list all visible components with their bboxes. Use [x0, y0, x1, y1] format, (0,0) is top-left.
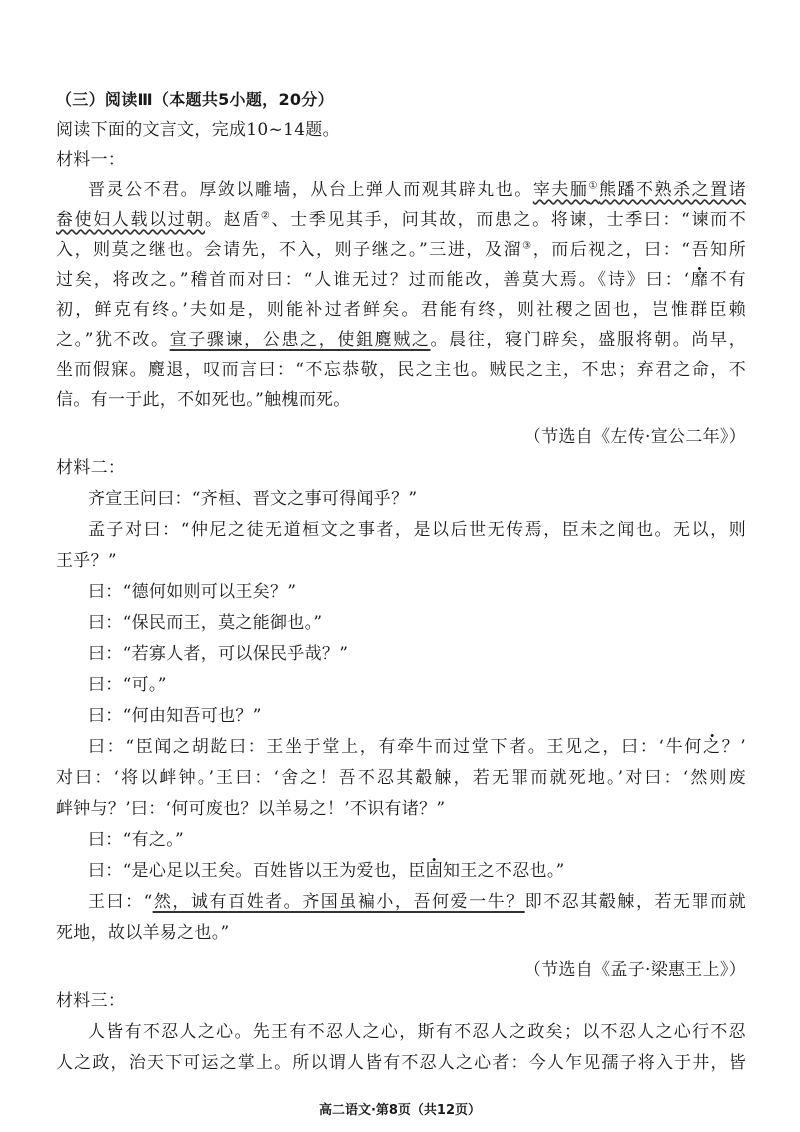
material2-line6: 曰：“若寡人者，可以保民乎哉？”	[88, 644, 349, 664]
material2-line13: 曰：“是心足以王矣。百姓皆以王为爱也，臣固知王之不忍也。”	[88, 861, 565, 881]
material2-label: 材料二：	[56, 458, 126, 478]
material1-line5: 初，鲜克有终。’夫如是，则能补过者鲜矣。君能有终，则社稷之固也，岂惟群臣赖	[56, 300, 746, 320]
material2-line9: 曰：“臣闻之胡龁曰：王坐于堂上，有牵牛而过堂下者。王见之，曰：‘牛何之？’	[88, 737, 746, 757]
material3-line2: 人之政，治天下可运之掌上。所以谓人皆有不忍人之心者：今人乍见孺子将入于井，皆	[56, 1053, 746, 1073]
instruction: 阅读下面的文言文，完成10~14题。	[56, 120, 340, 140]
material2-line8: 曰：“何由知吾可也？”	[88, 706, 262, 726]
material3-label: 材料三：	[56, 991, 126, 1011]
material1-line1: 晋灵公不君。厚敛以雕墙，从台上弹人而观其辟丸也。宰夫胹①熊蹯不熟杀之置诸	[88, 180, 746, 200]
material2-line2: 孟子对曰：“仲尼之徒无道桓文之事者，是以后世无传焉，臣未之闻也。无以，则	[88, 520, 746, 540]
material3-line1: 人皆有不忍人之心。先王有不忍人之心，斯有不忍人之政矣；以不忍人之心行不忍	[88, 1022, 746, 1042]
material2-line14: 王曰：“然，诚有百姓者。齐国虽褊小，吾何爱一牛？即不忍其觳觫，若无罪而就	[88, 892, 746, 912]
material2-line10: 对曰：‘将以衅钟。’王曰：‘舍之！吾不忍其觳觫，若无罪而就死地。’对曰：‘然则废	[56, 768, 746, 788]
underlined-sentence: 宰夫胹①熊蹯不熟杀之置诸	[532, 180, 746, 200]
material2-line11: 衅钟与？’曰：‘何可废也？以羊易之！’不识有诸？”	[56, 799, 446, 819]
emphasis-char: 靡	[689, 270, 710, 290]
underlined-sentence: 宣子骤谏，公患之，使鉏麑贼之	[169, 330, 431, 350]
material1-line4: 过矣，将改之。”稽首而对曰：“人谁无过？过而能改，善莫大焉。《诗》曰：‘靡不有	[56, 270, 746, 290]
section-heading: （三）阅读Ⅲ（本题共5小题，20分）	[56, 90, 334, 109]
material2-line5: 曰：“保民而王，莫之能御也。”	[88, 613, 323, 633]
material2-line1: 齐宣王问曰：“齐桓、晋文之事可得闻乎？”	[88, 489, 418, 509]
material1-line2: 畚使妇人载以过朝。赵盾②、士季见其手，问其故，而患之。将谏，士季曰：“谏而不	[56, 210, 746, 230]
material2-line15: 死地，故以羊易之也。”	[56, 923, 230, 943]
material2-line4: 曰：“德何如则可以王矣？”	[88, 582, 297, 602]
material2-line7: 曰：“可。”	[88, 675, 167, 695]
underlined-sentence: 然，诚有百姓者。齐国虽褊小，吾何爱一牛？	[152, 892, 525, 912]
material1-label: 材料一：	[56, 150, 126, 170]
emphasis-char: 固	[425, 861, 444, 881]
page-footer: 高二语文·第8页（共12页）	[318, 1103, 482, 1118]
emphasis-char: 之	[702, 737, 722, 757]
material2-line12: 曰：“有之。”	[88, 830, 184, 850]
material1-line7: 坐而假寐。麑退，叹而言曰：“不忘恭敬，民之主也。贼民之主，不忠；弃君之命，不	[56, 360, 746, 380]
material1-line6: 之。”犹不改。宣子骤谏，公患之，使鉏麑贼之。晨往，寝门辟矣，盛服将朝。尚早，	[56, 330, 746, 350]
material2-line3: 王乎？”	[56, 551, 117, 571]
material1-source: （节选自《左传·宣公二年》）	[523, 427, 746, 447]
material2-source: （节选自《孟子·梁惠王上》）	[523, 960, 746, 980]
material1-line3: 入，则莫之继也。会请先，不入，则子继之。”三进，及溜③，而后视之，曰：“吾知所	[56, 240, 746, 260]
material1-line8: 信。有一于此，不如死也。”触槐而死。	[56, 390, 351, 410]
